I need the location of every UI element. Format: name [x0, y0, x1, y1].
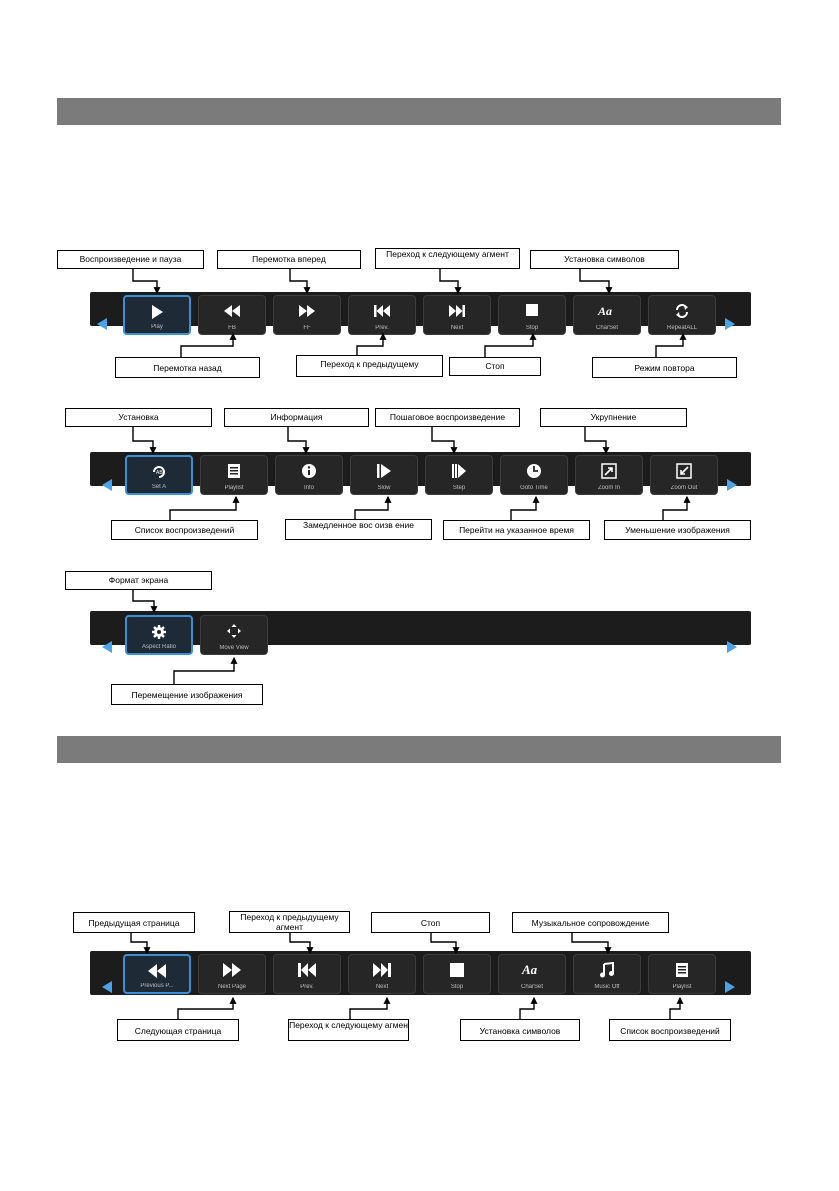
button-label: Step [452, 485, 466, 491]
button-label: Stop [450, 984, 464, 990]
button-label: Playlist [672, 984, 692, 990]
callout-next-page: Следующая страница [117, 1019, 239, 1041]
callout-zoom-out: Уменьшение изображения [604, 520, 751, 540]
callout-stop: Стоп [449, 357, 541, 376]
svg-text:AB: AB [156, 470, 163, 476]
svg-text:Aa: Aa [598, 304, 613, 318]
button-label: Previous P... [140, 983, 174, 989]
callout-playlist: Список воспроизведений [111, 520, 258, 540]
callout-playlist: Список воспроизведений [609, 1019, 731, 1041]
button-label: Music Off [594, 984, 620, 990]
button-label: Set A [151, 484, 167, 490]
button-label: FB [228, 325, 236, 331]
button-label: Zoom In [597, 485, 620, 491]
button-label: Aspect Ratio [141, 644, 177, 650]
button-label: Move View [219, 645, 249, 651]
button-label: Next [375, 984, 389, 990]
callout-info: Информация [224, 408, 369, 427]
button-label: Goto Time [520, 485, 548, 491]
callout-stop: Стоп [371, 912, 490, 933]
button-label: Next Page [217, 984, 247, 990]
callout-goto-time: Перейти на указанное время [443, 520, 590, 540]
button-label: Info [303, 485, 314, 491]
button-label: Next [450, 325, 464, 331]
callout-charset: Установка символов [530, 250, 679, 269]
callout-previous-page: Предыдущая страница [73, 912, 195, 933]
button-label: Slow [377, 485, 391, 491]
callout-set-ab: Установка [65, 408, 212, 427]
callout-next: Переход к следующему агмент [375, 248, 520, 269]
button-label: CharSet [595, 325, 618, 331]
button-label: RepeatALL [666, 325, 698, 331]
button-label: Play [151, 324, 163, 330]
button-label: Zoom Out [670, 485, 698, 491]
button-label: FF [303, 325, 311, 331]
callout-step: Пошаговое воспроизведение [375, 408, 520, 427]
button-label: Prev. [300, 984, 314, 990]
button-label: Stop [525, 325, 539, 331]
callout-previous: Переход к предыдущему агмент [229, 911, 350, 933]
callout-aspect-ratio: Формат экрана [65, 571, 212, 590]
button-label: Playlist [224, 485, 244, 491]
callout-slow: Замедленное вос оизв ение [285, 519, 432, 540]
button-label: Prev. [375, 325, 389, 331]
callout-fast-forward: Перемотка вперед [217, 250, 361, 269]
callout-previous: Переход к предыдущему [296, 355, 443, 377]
callout-next: Переход к следующему агмен [288, 1019, 409, 1041]
callout-rewind: Перемотка назад [115, 357, 260, 378]
callout-repeat: Режим повтора [592, 357, 737, 378]
callout-charset: Установка символов [460, 1019, 580, 1041]
callout-play-pause: Воспроизведение и пауза [57, 250, 204, 269]
callout-move-view: Перемещение изображения [111, 684, 263, 705]
svg-text:Aa: Aa [522, 962, 538, 977]
button-label: CharSet [520, 984, 543, 990]
callout-music: Музыкальное сопровождение [512, 912, 669, 933]
callout-zoom-in: Укрупнение [540, 408, 687, 427]
